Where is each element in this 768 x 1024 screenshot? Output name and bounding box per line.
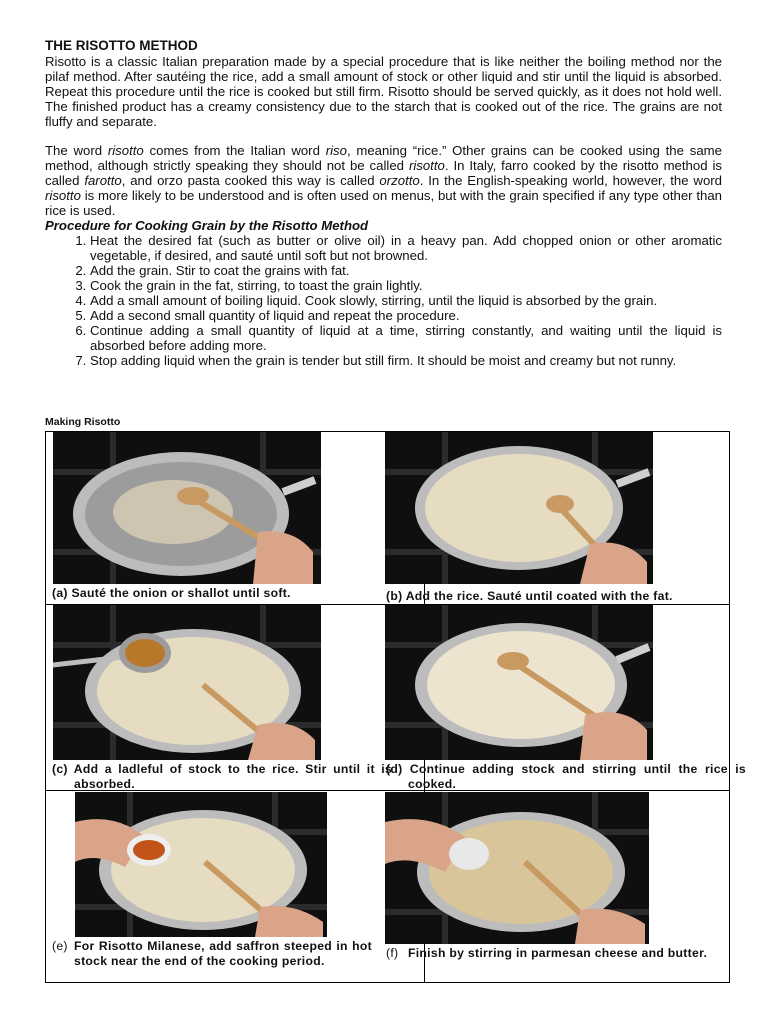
photo-continue-stirring [385, 605, 653, 760]
text-run: is more likely to be understood and is often used on menus, but with the grain specified if any type other than rice is used. [45, 188, 722, 218]
photo-saute-onion [53, 432, 321, 584]
procedure-step: 1. Heat the desired fat (such as butter or olive oil) in a heavy pan. Add chopped onion or other aromatic vegetable, if desired, and sauté until soft but not browned. [90, 233, 722, 263]
procedure-step: 2. Add the grain. Stir to coat the grains with fat. [90, 263, 722, 278]
section-title: THE RISOTTO METHOD [45, 38, 198, 53]
etymology-paragraph [45, 143, 722, 218]
caption-e-key: (e) [52, 939, 68, 953]
procedure-step: 5. Add a second small quantity of liquid and repeat the procedure. [90, 308, 722, 323]
caption-a: (a) Sauté the onion or shallot until soft. [52, 586, 291, 600]
italic-term: orzotto [379, 173, 420, 188]
procedure-step: 6. Continue adding a small quantity of liquid at a time, stirring constantly, and waiting until the liquid is absorbed before adding more. [90, 323, 722, 353]
procedure-step: 4. Add a small amount of boiling liquid. Cook slowly, stirring, until the liquid is absorbed by the grain. [90, 293, 722, 308]
photo-finish-parmesan [385, 792, 649, 944]
text-run: , and orzo pasta cooked this way is called [121, 173, 380, 188]
caption-e [52, 939, 372, 969]
text-run: The word [45, 143, 108, 158]
figure-label: Making Risotto [45, 416, 121, 428]
italic-term: farotto [84, 173, 122, 188]
caption-d: (d) Continue adding stock and stirring until the rice is cooked. [386, 762, 746, 791]
caption-f-text: Finish by stirring in parmesan cheese and butter. [408, 946, 708, 960]
risotto-figure-grid [45, 431, 746, 983]
photo-add-stock [53, 605, 321, 760]
procedure-steps [45, 233, 722, 368]
intro-paragraph: Risotto is a classic Italian preparation made by a special procedure that is like neither the boiling method nor the pilaf method. After sautéing the rice, add a small amount of stock or other liquid and stir until the liquid is absorbed. Repeat this procedure until the rice is cooked but still firm. Risotto should be served quickly, as it does not hold well. The finished product has a creamy consistency due to the starch that is cooked out of the rice. The grains are not fluffy and separate. [45, 54, 722, 129]
text-run: comes from the Italian word [143, 143, 326, 158]
caption-e-text: For Risotto Milanese, add saffron steeped in hot stock near the end of the cooking period. [74, 939, 372, 968]
text-run: . In Italy, farro cooked by the risotto method is called [45, 158, 722, 188]
caption-b: (b) Add the rice. Sauté until coated with the fat. [386, 589, 673, 603]
italic-term: risotto [408, 158, 445, 173]
photo-add-rice [385, 432, 653, 584]
caption-e-row [52, 939, 372, 969]
caption-f-key: (f) [386, 946, 399, 960]
procedure-title: Procedure for Cooking Grain by the Risotto Method [45, 218, 369, 233]
text-run: . In the English-speaking world, however, the word [419, 173, 722, 188]
italic-term: risotto [45, 188, 81, 203]
caption-f [386, 946, 724, 961]
italic-term: risotto [107, 143, 144, 158]
italic-term: riso [325, 143, 347, 158]
caption-f-row [386, 946, 724, 961]
text-run: , meaning “rice.” Other grains can be cooked using the same method, although strictly speaking they should not be called [45, 143, 722, 173]
caption-c: (c) Add a ladleful of stock to the rice. Stir until it is absorbed. [52, 762, 392, 791]
photo-add-saffron [75, 792, 327, 937]
procedure-step: 7. Stop adding liquid when the grain is tender but still firm. It should be moist and creamy but not runny. [90, 353, 722, 368]
procedure-step: 3. Cook the grain in the fat, stirring, to toast the grain lightly. [90, 278, 722, 293]
document-body [45, 38, 722, 368]
